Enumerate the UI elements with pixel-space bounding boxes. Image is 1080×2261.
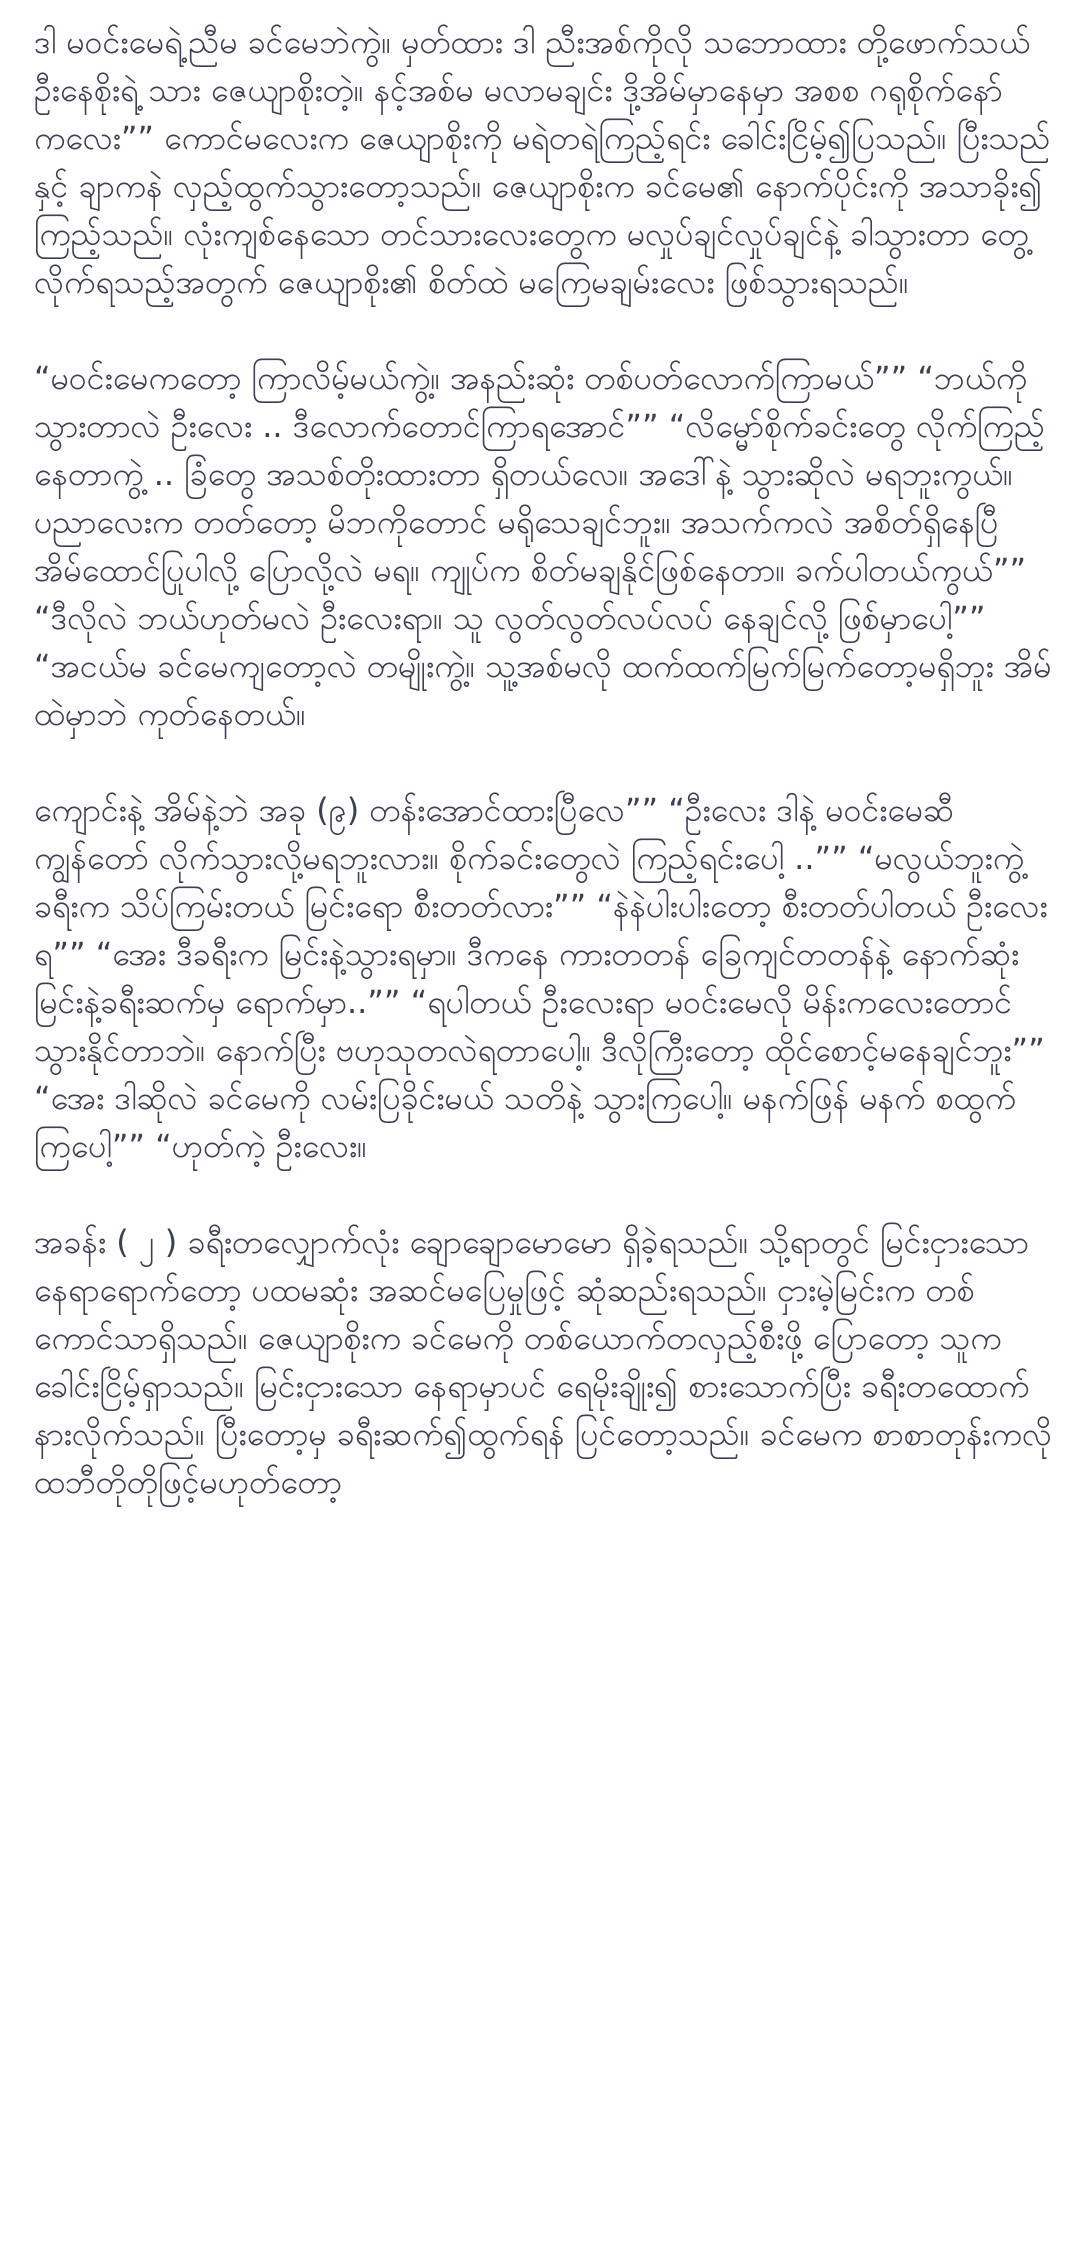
article-body (34, 18, 1052, 1506)
paragraph-4: အခန်း ( ၂ ) ခရီးတလျှောက်လုံး ချောချောမောမော ရှိခဲ့ရသည်။ သို့ရာတွင် မြင်းငှားသော နေရာရောက်တော့ ပထမဆုံး အဆင်မပြေမှုဖြင့် ဆုံဆည်းရသည်။ ငှားမဲ့မြင်းက တစ်ကောင်သာရှိသည်။ ဇေယျာစိုးက ခင်မေကို တစ်ယောက်တလှည့်စီးဖို့ ပြောတော့ သူက ခေါင်းငြိမ့်ရှာသည်။ မြင်းငှားသော နေရာမှာပင် ရေမိုးချိုး၍ စားသောက်ပြီး ခရီးတထောက်နားလိုက်သည်။ ပြီးတော့မှ ခရီးဆက်၍ထွက်ရန် ပြင်တော့သည်။ ခင်မေက စာစာတုန်းကလို ထဘီတိုတိုဖြင့်မဟုတ်တော့ (34, 1223, 1052, 1501)
paragraph-2: “မဝင်းမေကတော့ ကြာလိမ့်မယ်ကွဲ့။ အနည်းဆုံး တစ်ပတ်လောက်ကြာမယ်”” “ဘယ်ကိုသွားတာလဲ ဦးလေး .. ဒီလောက်တောင်ကြာရအောင်”” “လိမ္မော်စိုက်ခင်းတွေ လိုက်ကြည့်နေတာကွဲ့ .. ခြံတွေ အသစ်တိုးထားတာ ရှိတယ်လေ။ အဒေါ်နဲ့ သွားဆိုလဲ မရဘူးကွယ်။ ပညာလေးက တတ်တော့ မိဘကိုတောင် မရိုသေချင်ဘူး။ အသက်ကလဲ အစိတ်ရှိနေပြီ အိမ်ထောင်ပြုပါလို့ ပြောလို့လဲ မရ။ ကျုပ်က စိတ်မချနိုင်ဖြစ်နေတာ။ ခက်ပါတယ်ကွယ်”” “ဒီလိုလဲ ဘယ်ဟုတ်မလဲ ဦးလေးရာ။ သူ လွတ်လွတ်လပ်လပ် နေချင်လို့ ဖြစ်မှာပေါ့”” “အငယ်မ ခင်မေကျတော့လဲ တမျိုးကွဲ့။ သူ့အစ်မလို ထက်ထက်မြက်မြက်တော့မရှိဘူး အိမ်ထဲမှာဘဲ ကုတ်နေတယ်။ (34, 359, 1052, 733)
paragraph-3: ကျောင်းနဲ့ အိမ်နဲ့ဘဲ အခု (၉) တန်းအောင်ထားပြီလေ”” “ဦးလေး ဒါနဲ့ မဝင်းမေဆီ ကျွန်တော် လိုက်သွားလို့မရဘူးလား။ စိုက်ခင်းတွေလဲ ကြည့်ရင်းပေါ့ ..”” “မလွယ်ဘူးကွဲ့ ခရီးက သိပ်ကြမ်းတယ် မြင်းရော စီးတတ်လား”” “နဲနဲပါးပါးတော့ စီးတတ်ပါတယ် ဦးလေးရ”” “အေး ဒီခရီးက မြင်းနဲ့သွားရမှာ။ ဒီကနေ ကားတတန် ခြေကျင်တတန်နဲ့ နောက်ဆုံး မြင်းနဲ့ခရီးဆက်မှ ရောက်မှာ..”” “ရပါတယ် ဦးလေးရာ မဝင်းမေလို မိန်းကလေးတောင် သွားနိုင်တာဘဲ။ နောက်ပြီး ဗဟုသုတလဲရတာပေါ့။ ဒီလိုကြီးတော့ ထိုင်စောင့်မနေချင်ဘူး”” “အေး ဒါဆိုလဲ ခင်မေကို လမ်းပြခိုင်းမယ် သတိနဲ့ သွားကြပေါ့။ မနက်ဖြန် မနက် စထွက်ကြပေါ့”” “ဟုတ်ကဲ့ ဦးလေး။ (34, 791, 1048, 1165)
paragraph-1: ဒါ မဝင်းမေရဲ့ညီမ ခင်မေဘဲကွဲ။ မှတ်ထား ဒါ ညီးအစ်ကိုလို သဘောထား တို့ဖောက်သယ် ဦးနေစိုးရဲ့ သား ဇေယျာစိုးတဲ့။ နင့်အစ်မ မလာမချင်း ဒို့အိမ်မှာနေမှာ အစစ ဂရုစိုက်နော် ကလေး”” ကောင်မလေးက ဇေယျာစိုးကို မရဲတရဲကြည့်ရင်း ခေါင်းငြိမ့်၍ပြသည်။ ပြီးသည်နှင့် ချာကနဲ လှည့်ထွက်သွားတော့သည်။ ဇေယျာစိုးက ခင်မေ၏ နောက်ပိုင်းကို အသာခိုး၍ ကြည့်သည်။ လုံးကျစ်နေသော တင်သားလေးတွေက မလှုပ်ချင်လှုပ်ချင်နဲ့ ခါသွားတာ တွေ့လိုက်ရသည့်အတွက် ဇေယျာစိုး၏ စိတ်ထဲ မကြေမချမ်းလေး ဖြစ်သွားရသည်။ (34, 23, 1051, 301)
